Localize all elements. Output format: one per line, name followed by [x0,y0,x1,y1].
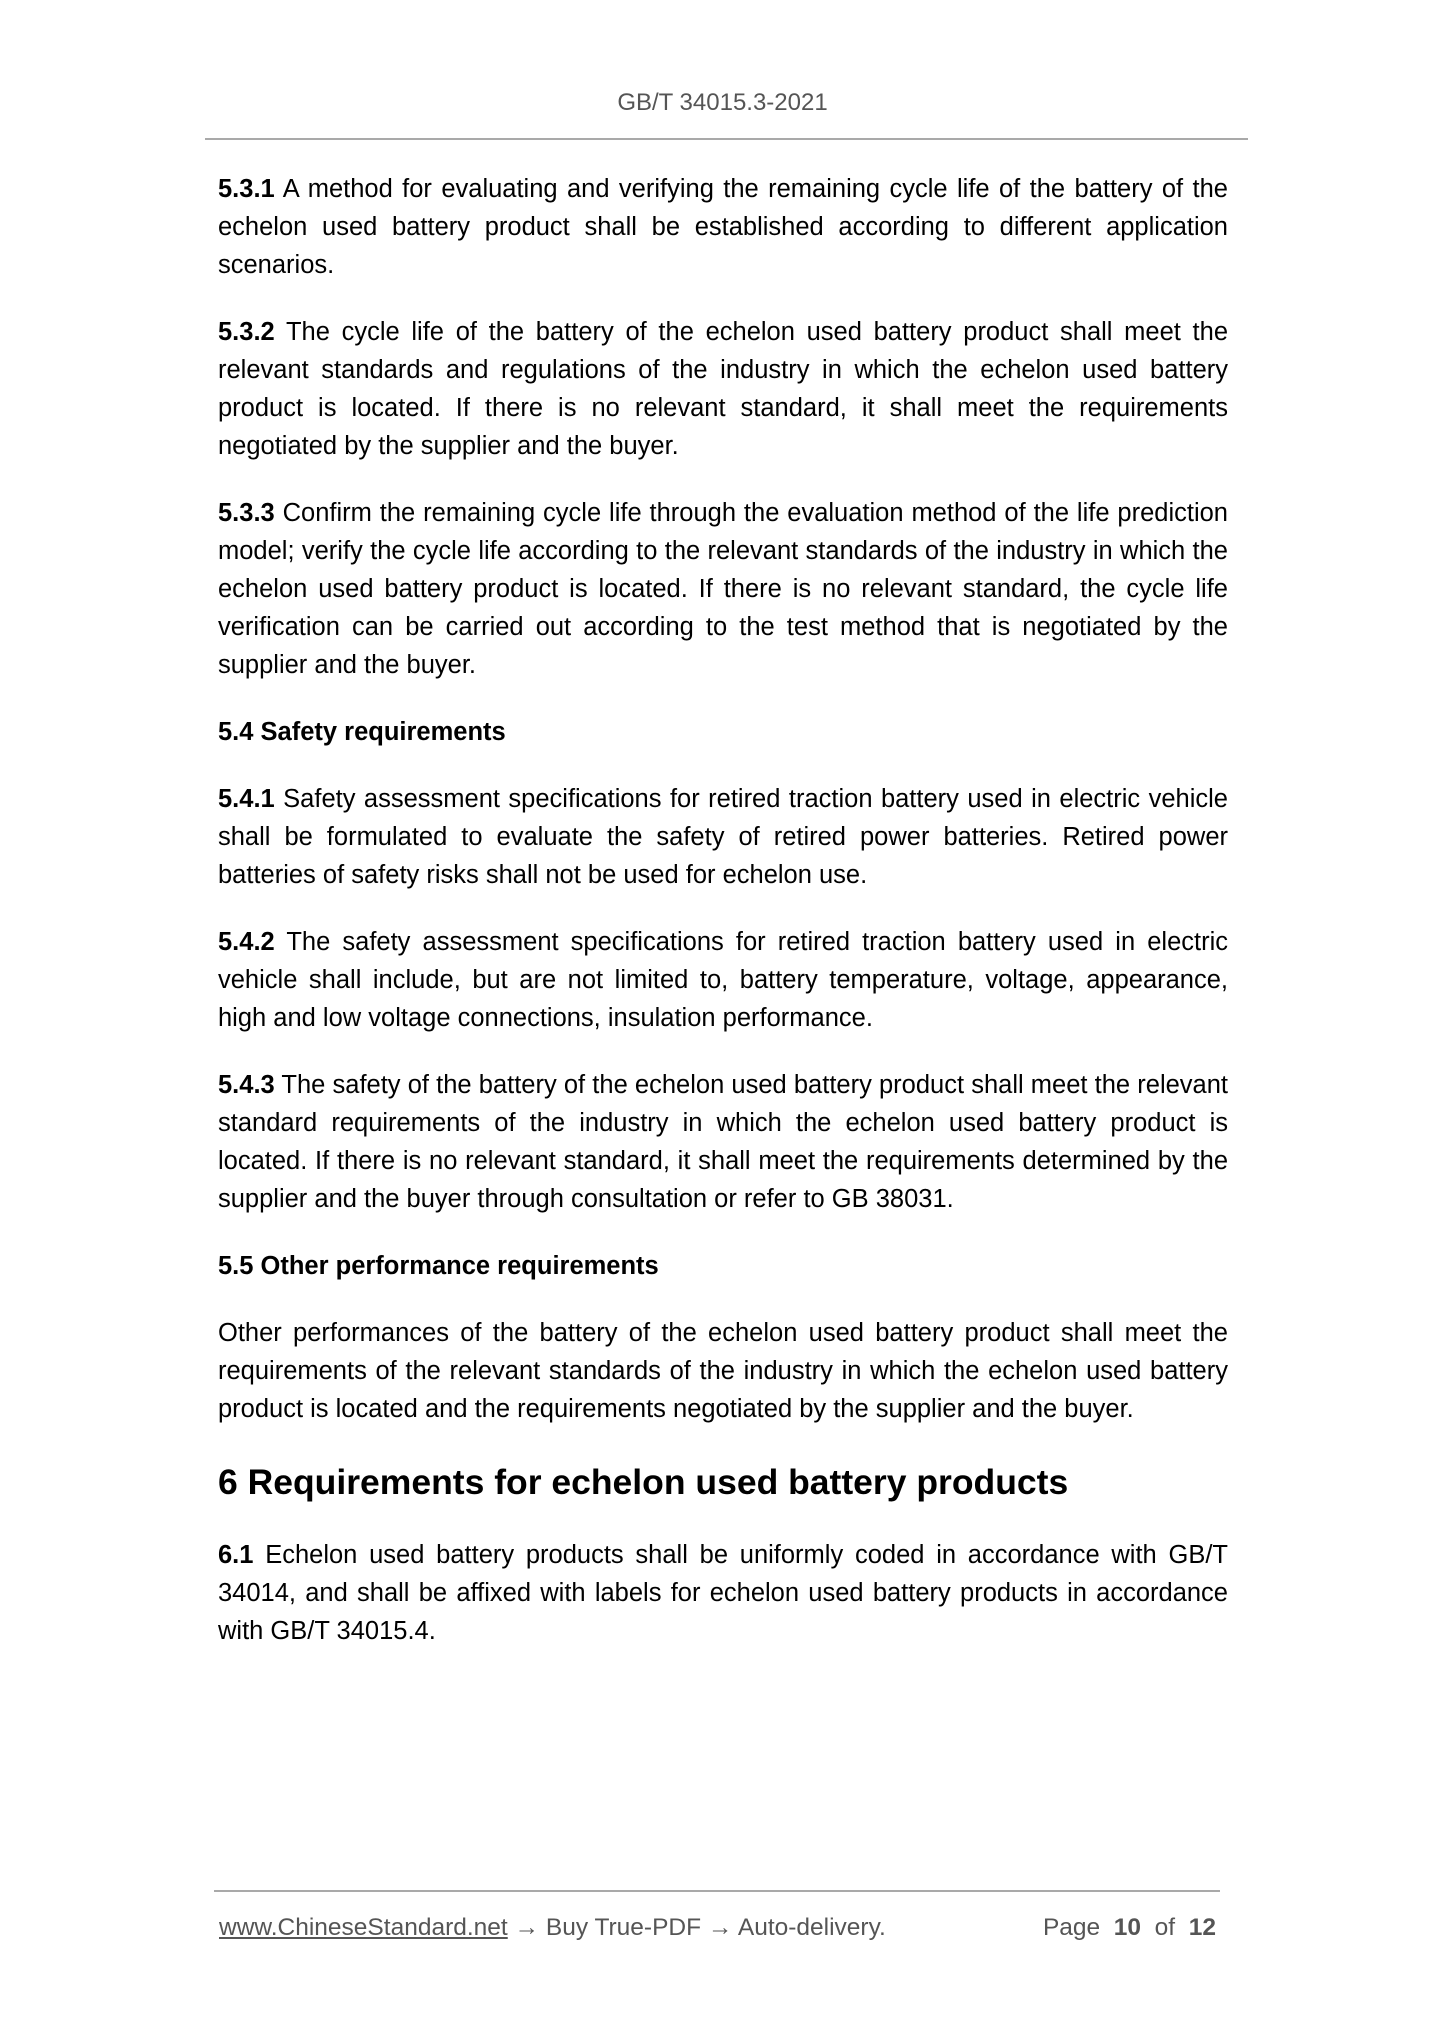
clause-5-4-1 [218,780,1228,894]
page-total: 12 [1188,1914,1216,1941]
chinesestandard-link[interactable]: www.ChineseStandard.net [219,1914,508,1941]
clause-number: 6.1 [218,1541,254,1569]
clause-text: Confirm the remaining cycle life through the evaluation method of the life prediction model; verify the cycle life according to the relevant standards of the industry in which the echelon used battery product is located. If there is no relevant standard, the cycle life verification can be carried out according to the test method that is negotiated by the supplier and the buyer. [218,499,1228,679]
clause-5-3-2 [218,313,1228,465]
clause-5-3-3 [218,494,1228,684]
clause-5-4-2 [218,923,1228,1037]
clause-6-1 [218,1536,1228,1650]
clause-5-4-3 [218,1066,1228,1218]
page-of-label: of [1154,1914,1176,1941]
clause-number: 5.4.3 [218,1071,275,1099]
clause-5-5-text [218,1314,1228,1428]
page-label: Page [1042,1914,1101,1941]
clause-text: Echelon used battery products shall be uniformly coded in accordance with GB/T 34014, and shall be affixed with labels for echelon used battery products in accordance with GB/T 34015.4. [218,1541,1228,1645]
clause-number: 5.3.1 [218,175,275,203]
clause-text: Safety assessment specifications for retired traction battery used in electric vehicle shall be formulated to evaluate the safety of retired power batteries. Retired power batteries of safety risks shall not be used for echelon use. [218,785,1228,889]
arrow-right-icon: → [514,1914,540,1941]
page-indicator [1043,1913,1216,1943]
clause-text: The safety of the battery of the echelon used battery product shall meet the relevant standard requirements of the industry in which the echelon used battery product is located. If there is no relevant standard, it shall meet the requirements determined by the supplier and the buyer through consultation or refer to GB 38031. [218,1071,1228,1213]
clause-number: 5.3.2 [218,318,275,346]
arrow-right-icon: → [707,1914,733,1941]
clause-text: The safety assessment specifications for retired traction battery used in electric vehicle shall include, but are not limited to, battery temperature, voltage, appearance, high and low voltage connections, insulation performance. [218,928,1228,1032]
page-current: 10 [1113,1914,1142,1941]
clause-number: 5.4.2 [218,928,275,956]
clause-text: The cycle life of the battery of the echelon used battery product shall meet the relevant standards and regulations of the industry in which the echelon used battery product is located. If there is no relevant standard, it shall meet the requirements negotiated by the supplier and the buyer. [218,318,1228,460]
buy-true-pdf-text: Buy True-PDF [545,1914,702,1941]
document-header-title: GB/T 34015.3-2021 [617,89,828,116]
heading-5-5: 5.5 Other performance requirements [218,1252,659,1280]
clause-5-3-1 [218,170,1228,284]
footer-divider [214,1890,1220,1892]
heading-section-6: 6 Requirements for echelon used battery products [218,1462,1069,1502]
clause-number: 5.3.3 [218,499,275,527]
auto-delivery-text: Auto-delivery. [737,1914,886,1941]
page-footer [219,1913,1219,1943]
clause-text: A method for evaluating and verifying the remaining cycle life of the battery of the echelon used battery product shall be established according to different application scenarios. [218,175,1228,279]
document-body [218,170,1228,1679]
heading-5-4: 5.4 Safety requirements [218,718,506,746]
clause-text: Other performances of the battery of the echelon used battery product shall meet the requirements of the relevant standards of the industry in which the echelon used battery product is located and the requirements negotiated by the supplier and the buyer. [218,1319,1228,1423]
clause-number: 5.4.1 [218,785,275,813]
header-divider [205,138,1248,140]
